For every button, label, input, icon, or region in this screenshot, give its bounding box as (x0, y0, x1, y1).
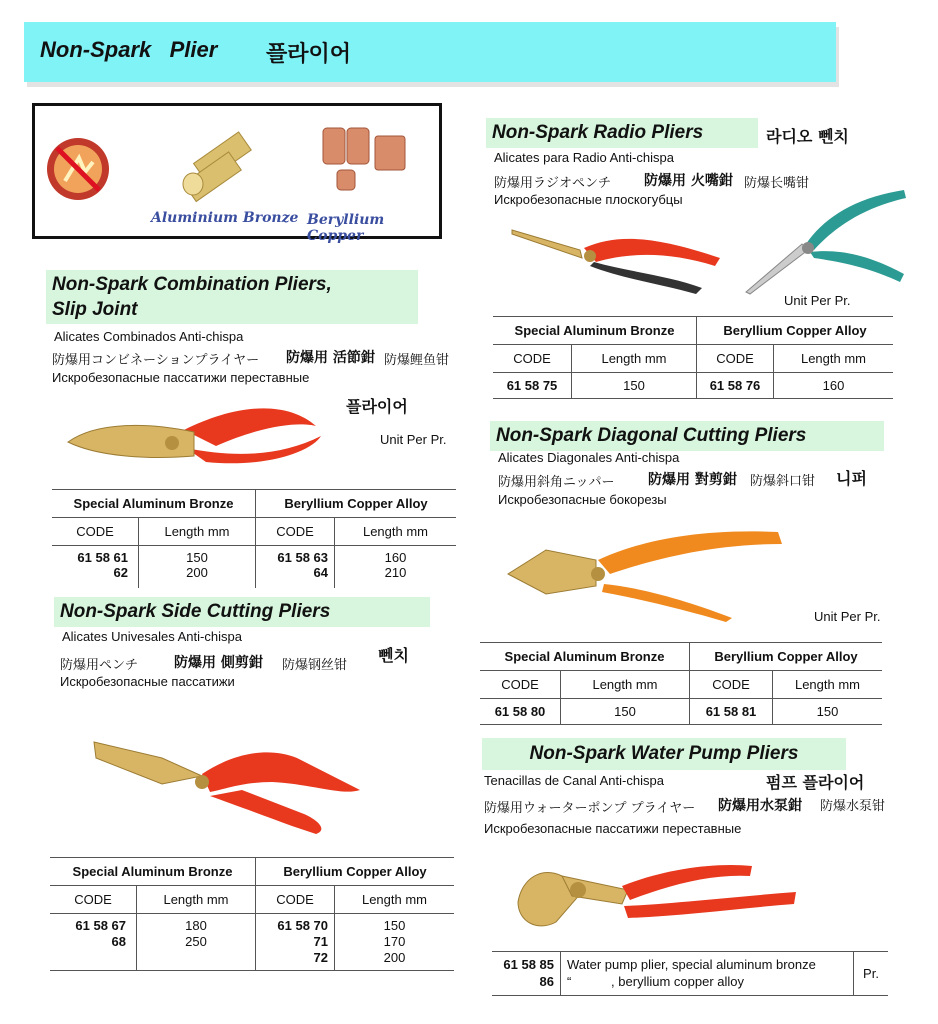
radio-section-title: Non-Spark Radio Pliers (486, 118, 758, 148)
aluminium-bronze-label: Aluminium Bronze (151, 210, 299, 226)
combo-code-header: CODE (52, 518, 139, 546)
combo-length-header-2: Length mm (362, 524, 429, 539)
combo-code-header-2: CODE (256, 518, 335, 546)
page-title: Non-Spark Plier (40, 37, 218, 62)
water-spanish: Tenacillas de Canal Anti-chispa (484, 773, 664, 788)
radio-bca-length: 160 (822, 378, 845, 393)
combination-plier-image (66, 396, 326, 476)
water-desc-line1: Water pump plier, special aluminum bronze (567, 957, 816, 972)
water-desc-line2: “ , beryllium copper alloy (567, 974, 745, 989)
water-section-title: Non-Spark Water Pump Pliers (482, 738, 846, 770)
diag-code-header-2: CODE (690, 671, 773, 699)
water-korean: 펌프 플라이어 (766, 773, 865, 792)
side-chinese-simplified: 防爆钢丝钳 (282, 658, 348, 673)
radio-code-header: CODE (493, 345, 572, 373)
combo-table (52, 489, 456, 588)
water-chinese-simplified: 防爆水泵钳 (820, 799, 886, 814)
combo-chinese-traditional: 防爆用 活節鉗 (286, 350, 375, 366)
radio-spanish: Alicates para Radio Anti-chispa (494, 150, 674, 165)
combo-title-line2: Slip Joint (52, 299, 138, 320)
radio-unit: Unit Per Pr. (784, 293, 851, 308)
diag-length-header: Length mm (561, 671, 690, 699)
radio-length-header: Length mm (572, 345, 697, 373)
water-pump-plier-image (512, 852, 802, 944)
water-chinese-traditional: 防爆用水泵鉗 (718, 798, 802, 814)
combo-section-title (46, 270, 418, 324)
side-code-header-2: CODE (256, 886, 335, 914)
side-table (50, 857, 454, 971)
radio-code-header-2: CODE (697, 345, 774, 373)
radio-header-bca: Beryllium Copper Alloy (723, 323, 867, 338)
side-russian: Искробезопасные пассатижи (60, 674, 235, 689)
combo-korean: 플라이어 (346, 397, 408, 416)
diag-korean: 니퍼 (836, 469, 867, 488)
combo-sab-lengths: 150 200 (139, 546, 256, 588)
radio-plier-red-image (510, 222, 730, 294)
page-title-kr: 플라이어 (266, 42, 352, 67)
diag-code-header: CODE (480, 671, 561, 699)
materials-box (32, 103, 442, 244)
radio-russian: Искробезопасные плоскогубцы (494, 192, 683, 207)
side-length-header: Length mm (137, 886, 256, 914)
combo-bca-codes: 61 58 63 64 (256, 546, 335, 588)
combo-title-line1: Non-Spark Combination Pliers, (52, 274, 332, 295)
diag-unit: Unit Per Pr. (814, 609, 881, 624)
combo-header-bca: Beryllium Copper Alloy (284, 496, 428, 511)
radio-chinese-simplified: 防爆长嘴钳 (744, 176, 810, 191)
side-bca-codes: 61 58 70 71 72 (256, 914, 335, 971)
water-russian: Искробезопасные пассатижи переставные (484, 821, 742, 836)
diag-section-title: Non-Spark Diagonal Cutting Pliers (490, 421, 884, 451)
page-banner (24, 22, 836, 82)
combo-header-sab: Special Aluminum Bronze (52, 490, 256, 518)
radio-header-sab: Special Aluminum Bronze (493, 317, 697, 345)
side-korean: 뻰치 (378, 646, 409, 665)
side-sab-lengths: 180 250 (137, 914, 256, 971)
diag-header-bca: Beryllium Copper Alloy (714, 649, 858, 664)
water-codes: 61 58 85 86 (492, 952, 561, 996)
radio-sab-length: 150 (572, 373, 697, 399)
radio-chinese-traditional: 防爆用 火嘴鉗 (644, 173, 733, 189)
diag-bca-length: 150 (816, 704, 839, 719)
combo-russian: Искробезопасные пассатижи переставные (52, 370, 310, 385)
diag-japanese: 防爆用斜角ニッパー (498, 475, 615, 490)
diag-length-header-2: Length mm (794, 677, 861, 692)
radio-sab-code: 61 58 75 (493, 373, 572, 399)
beryllium-copper-parts-image (317, 124, 427, 196)
side-chinese-traditional: 防爆用 側剪鉗 (174, 655, 263, 671)
combo-spanish: Alicates Combinados Anti-chispa (54, 329, 244, 344)
diag-sab-code: 61 58 80 (480, 699, 561, 725)
side-section-title: Non-Spark Side Cutting Pliers (54, 597, 430, 627)
combo-chinese-simplified: 防爆鲤鱼钳 (384, 353, 450, 368)
diag-chinese-simplified: 防爆斜口钳 (750, 474, 816, 489)
diag-spanish: Alicates Diagonales Anti-chispa (498, 450, 680, 465)
diag-chinese-traditional: 防爆用 對剪鉗 (648, 472, 737, 488)
radio-length-header-2: Length mm (800, 351, 867, 366)
radio-japanese: 防爆用ラジオペンチ (494, 176, 612, 191)
diag-bca-code: 61 58 81 (690, 699, 773, 725)
side-length-header-2: Length mm (361, 892, 428, 907)
radio-table (493, 316, 893, 399)
side-spanish: Alicates Univesales Anti-chispa (62, 629, 242, 644)
diagonal-cutting-plier-image (506, 522, 788, 622)
combo-sab-codes: 61 58 61 62 (52, 546, 139, 588)
diag-header-sab: Special Aluminum Bronze (480, 643, 690, 671)
side-sab-codes: 61 58 67 68 (50, 914, 137, 971)
water-table (492, 951, 888, 996)
side-japanese: 防爆用ペンチ (60, 658, 139, 673)
side-header-bca: Beryllium Copper Alloy (283, 864, 427, 879)
water-descriptions (561, 952, 854, 996)
side-bca-lengths: 150 170 200 (383, 918, 406, 965)
combo-japanese: 防爆用コンビネーションプライヤー (52, 353, 260, 368)
radio-korean: 라디오 뻰치 (766, 127, 849, 146)
radio-plier-teal-image (744, 188, 910, 296)
diag-sab-length: 150 (561, 699, 690, 725)
water-japanese: 防爆用ウォーターポンプ プライヤー (484, 801, 696, 816)
combo-bca-lengths: 160 210 (384, 550, 407, 580)
side-cutting-plier-image (92, 734, 362, 836)
combo-unit: Unit Per Pr. (380, 432, 447, 447)
beryllium-copper-label: Beryllium Copper (307, 212, 385, 244)
combo-length-header: Length mm (139, 518, 256, 546)
aluminium-bronze-rods-image (175, 116, 265, 206)
side-code-header: CODE (50, 886, 137, 914)
water-unit: Pr. (863, 966, 879, 981)
no-spark-icon (45, 136, 111, 202)
radio-bca-code: 61 58 76 (697, 373, 774, 399)
diag-russian: Искробезопасные бокорезы (498, 492, 667, 507)
side-header-sab: Special Aluminum Bronze (50, 858, 256, 886)
diag-table (480, 642, 882, 725)
